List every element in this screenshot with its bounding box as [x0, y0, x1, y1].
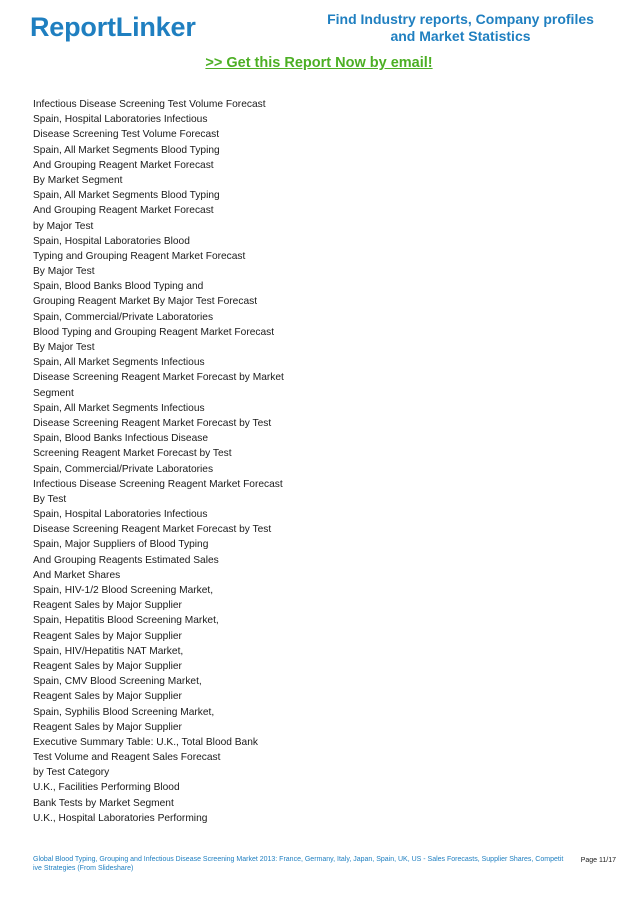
- list-item: by Major Test: [33, 220, 94, 232]
- list-item: by Test Category: [33, 767, 110, 779]
- list-item: Executive Summary Table: U.K., Total Blood Bank: [33, 736, 258, 748]
- list-item: Spain, Syphilis Blood Screening Market,: [33, 706, 215, 718]
- list-item: Test Volume and Reagent Sales Forecast: [33, 752, 221, 764]
- header-tagline: [318, 11, 603, 45]
- list-item: Spain, All Market Segments Blood Typing: [33, 190, 220, 202]
- report-table-list: [33, 97, 593, 826]
- footer-source-link[interactable]: [33, 856, 564, 873]
- list-item: And Grouping Reagent Market Forecast: [33, 205, 214, 217]
- list-item: Blood Typing and Grouping Reagent Market Forecast: [33, 326, 275, 338]
- list-item: Spain, HIV/Hepatitis NAT Market,: [33, 645, 184, 657]
- list-item: Spain, Hospital Laboratories Infectious: [33, 114, 208, 126]
- list-item: Spain, Hospital Laboratories Blood: [33, 235, 190, 247]
- list-item: Spain, Hospital Laboratories Infectious: [33, 509, 208, 521]
- list-item: Infectious Disease Screening Test Volume Forecast: [33, 99, 266, 110]
- get-report-link[interactable]: >> Get this Report Now by email!: [205, 55, 433, 71]
- list-item: Spain, Blood Banks Blood Typing and: [33, 281, 204, 293]
- list-item: And Market Shares: [33, 569, 121, 581]
- list-item: Disease Screening Reagent Market Forecast by Market: [33, 372, 284, 384]
- list-item: Reagent Sales by Major Supplier: [33, 600, 182, 612]
- list-item: Spain, All Market Segments Infectious: [33, 357, 205, 369]
- list-item: By Major Test: [33, 266, 95, 278]
- list-item: U.K., Hospital Laboratories Performing: [33, 812, 208, 824]
- list-item: Spain, Major Suppliers of Blood Typing: [33, 539, 209, 551]
- list-item: Reagent Sales by Major Supplier: [33, 721, 182, 733]
- list-item: Segment: [33, 387, 74, 399]
- list-item: Screening Reagent Market Forecast by Test: [33, 448, 232, 460]
- list-item: Reagent Sales by Major Supplier: [33, 660, 182, 672]
- list-item: Spain, All Market Segments Infectious: [33, 402, 205, 414]
- list-item: Reagent Sales by Major Supplier: [33, 630, 182, 642]
- list-item: Spain, Commercial/Private Laboratories: [33, 463, 214, 475]
- list-item: U.K., Facilities Performing Blood: [33, 782, 180, 794]
- list-item: Spain, HIV-1/2 Blood Screening Market,: [33, 585, 214, 596]
- tagline-line-2: and Market Statistics: [390, 28, 531, 44]
- list-item: Grouping Reagent Market By Major Test Forecast: [33, 296, 258, 308]
- list-item: Reagent Sales by Major Supplier: [33, 691, 182, 703]
- list-item: Spain, Commercial/Private Laboratories: [33, 311, 214, 323]
- list-item: By Market Segment: [33, 174, 123, 186]
- list-item: Disease Screening Reagent Market Forecast by Test: [33, 417, 272, 429]
- list-item: Spain, CMV Blood Screening Market,: [33, 676, 202, 688]
- reportlinker-logo[interactable]: ReportLinker: [30, 12, 196, 42]
- list-item: By Test: [33, 493, 67, 505]
- footer-link-line-1[interactable]: Global Blood Typing, Grouping and Infectious Disease Screening Market 2013: France, Germany, Italy, Japan, Spain, UK, US - Sales Forecasts, Supplier Shares, Competit: [33, 856, 564, 863]
- list-item: Infectious Disease Screening Reagent Market Forecast: [33, 478, 283, 490]
- list-item: By Major Test: [33, 342, 95, 353]
- list-item: Spain, All Market Segments Blood Typing: [33, 144, 220, 156]
- list-item: Disease Screening Test Volume Forecast: [33, 129, 220, 141]
- page-number: Page 11/17: [580, 857, 616, 864]
- list-item: And Grouping Reagents Estimated Sales: [33, 554, 219, 566]
- list-item: Typing and Grouping Reagent Market Forecast: [33, 250, 246, 262]
- list-item: Spain, Hepatitis Blood Screening Market,: [33, 615, 219, 627]
- list-item: And Grouping Reagent Market Forecast: [33, 159, 214, 171]
- list-item: Disease Screening Reagent Market Forecast by Test: [33, 524, 272, 536]
- list-item: Bank Tests by Market Segment: [33, 797, 174, 809]
- list-item: Spain, Blood Banks Infectious Disease: [33, 433, 208, 445]
- footer-link-line-2[interactable]: ive Strategies (From Slideshare): [33, 864, 134, 872]
- tagline-line-1: Find Industry reports, Company profiles: [327, 11, 594, 27]
